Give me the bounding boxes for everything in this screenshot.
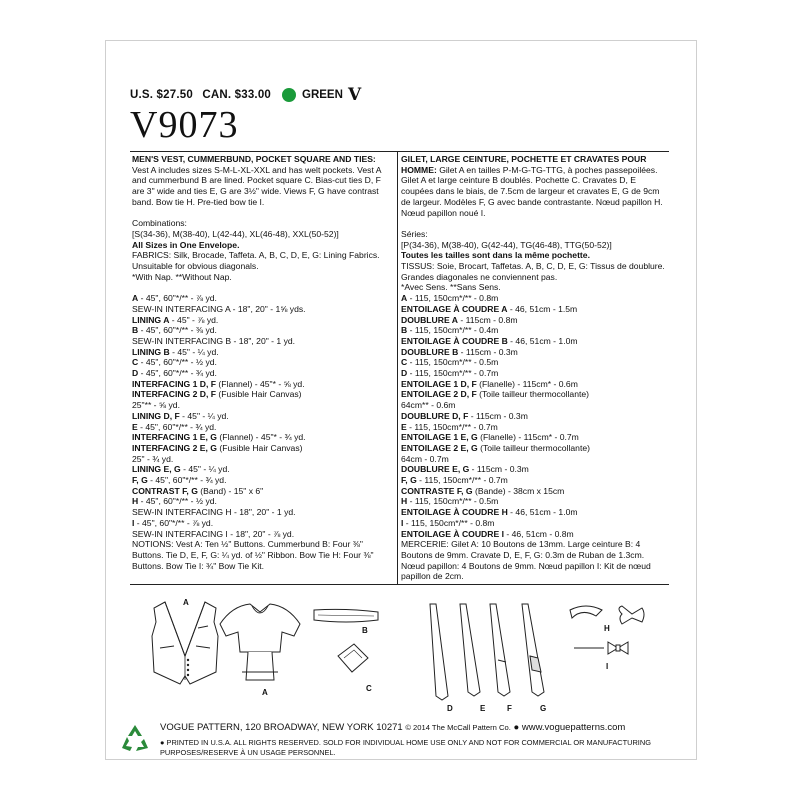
label-vest-front: A bbox=[183, 598, 189, 607]
en-yardage-line: INTERFACING 1 E, G (Flannel) - 45"* - ¾ yd. bbox=[132, 432, 306, 443]
en-yardage-line: SEW-IN INTERFACING H - 18", 20" - 1 yd. bbox=[132, 507, 296, 518]
color-dot-icon bbox=[282, 88, 296, 102]
en-yardage-line: LINING B - 45" - ¼ yd. bbox=[132, 346, 219, 357]
label-tie-e: E bbox=[480, 704, 486, 713]
fr-yardage-line: E - 115, 150cm*/** - 0.7m bbox=[401, 421, 498, 432]
price-can: CAN. $33.00 bbox=[202, 89, 272, 101]
fr-yardage-list bbox=[401, 293, 669, 539]
en-yardage-line: CONTRAST F, G (Band) - 15" x 6" bbox=[132, 485, 264, 496]
fr-yardage-line: DOUBLURE B - 115cm - 0.3m bbox=[401, 346, 518, 357]
bow-ties-illustration bbox=[566, 604, 648, 666]
fr-yardage-line: CONTRASTE F, G (Bande) - 38cm x 15cm bbox=[401, 485, 565, 496]
fr-intro-title: GILET, LARGE CEINTURE, POCHETTE ET CRAVATES POUR HOMME: bbox=[401, 154, 647, 175]
english-column bbox=[132, 154, 394, 571]
fr-nap-note: *Avec Sens. **Sans Sens. bbox=[401, 282, 501, 293]
en-yardage-line: SEW-IN INTERFACING A - 18", 20" - 1⅝ yds. bbox=[132, 303, 306, 314]
bottom-rule bbox=[130, 584, 669, 585]
en-yardage-list bbox=[132, 293, 394, 539]
fr-yardage-line: ENTOILAGE À COUDRE B - 46, 51cm - 1.0m bbox=[401, 335, 578, 346]
fr-yardage-line: ENTOILAGE À COUDRE A - 46, 51cm - 1.5m bbox=[401, 303, 578, 314]
price-line bbox=[130, 89, 277, 101]
fr-yardage-line: I - 115, 150cm*/** - 0.8m bbox=[401, 517, 495, 528]
en-notions: NOTIONS: Vest A: Ten ½" Buttons. Cummerbund B: Four ⅜" Buttons. Tie D, E, F, G: ¼ yd. of ½" Ribbon. Bow Tie H: Four ⅜" Buttons. Bow Tie I: ¾" Bow Tie Kit. bbox=[132, 539, 374, 571]
en-yardage-line: LINING E, G - 45" - ¼ yd. bbox=[132, 464, 230, 475]
fr-yardage-line: 64cm - 0.7m bbox=[401, 453, 449, 464]
fr-yardage-line: DOUBLURE E, G - 115cm - 0.3m bbox=[401, 464, 529, 475]
en-yardage-line: C - 45", 60"*/** - ½ yd. bbox=[132, 357, 217, 368]
fr-yardage-line: H - 115, 150cm*/** - 0.5m bbox=[401, 496, 499, 507]
fr-yardage-line: F, G - 115, 150cm*/** - 0.7m bbox=[401, 475, 508, 486]
price-us: U.S. $27.50 bbox=[130, 89, 193, 101]
en-yardage-line: LINING A - 45" - ⅞ yd. bbox=[132, 314, 219, 325]
footer-website[interactable]: ● www.voguepatterns.com bbox=[513, 722, 626, 733]
color-label: GREEN bbox=[302, 89, 343, 101]
en-combinations-label: Combinations: bbox=[132, 218, 187, 229]
en-nap-note: *With Nap. **Without Nap. bbox=[132, 271, 232, 282]
vest-back-illustration bbox=[212, 596, 308, 686]
fr-series-sizes: [P(34-36), M(38-40), G(42-44), TG(46-48), TTG(50-52)] bbox=[401, 239, 612, 250]
fr-diag-note: Grandes diagonales ne conviennent pas. bbox=[401, 271, 558, 282]
footer-address-line bbox=[160, 722, 625, 733]
label-cummerbund: B bbox=[362, 626, 368, 635]
fr-yardage-line: ENTOILAGE 1 D, F (Flanelle) - 115cm* - 0.6m bbox=[401, 378, 578, 389]
footer-company: VOGUE PATTERN, 120 BROADWAY, NEW YORK 10271 bbox=[160, 722, 403, 733]
label-vest-back: A bbox=[262, 688, 268, 697]
en-yardage-line: E - 45", 60"*/** - ¾ yd. bbox=[132, 421, 217, 432]
pattern-number: V9073 bbox=[130, 104, 239, 146]
fr-yardage-line: 64cm** - 0.6m bbox=[401, 400, 456, 411]
en-intro-body: Vest A includes sizes S-M-L-XL-XXL and has welt pockets. Vest A and cummerbund B are lined. Pocket square C. Bias-cut ties D, F are 3" wide and ties E, G are 3½" wide. Views F, G have contrast band. Bow tie H. Pre-tied bow tie I. bbox=[132, 164, 382, 207]
top-rule bbox=[130, 151, 669, 152]
en-yardage-line: F, G - 45", 60"*/** - ¾ yd. bbox=[132, 475, 227, 486]
label-pocket-square: C bbox=[366, 684, 372, 693]
en-yardage-line: 25"** - ⅝ yd. bbox=[132, 400, 180, 411]
column-divider bbox=[397, 151, 398, 584]
label-tie-g: G bbox=[540, 704, 547, 713]
recycle-icon bbox=[118, 722, 152, 756]
label-tie-d: D bbox=[447, 704, 453, 713]
en-yardage-line: 25" - ¾ yd. bbox=[132, 453, 174, 464]
fr-series-label: Séries: bbox=[401, 228, 428, 239]
footer-copyright: © 2014 The McCall Pattern Co. bbox=[405, 723, 511, 732]
en-yardage-line: INTERFACING 2 E, G (Fusible Hair Canvas) bbox=[132, 442, 303, 453]
en-yardage-line: INTERFACING 1 D, F (Flannel) - 45"* - ⅝ yd. bbox=[132, 378, 305, 389]
en-yardage-line: INTERFACING 2 D, F (Fusible Hair Canvas) bbox=[132, 389, 302, 400]
fr-yardage-line: C - 115, 150cm*/** - 0.5m bbox=[401, 357, 499, 368]
en-combinations-sizes: [S(34-36), M(38-40), L(42-44), XL(46-48), XXL(50-52)] bbox=[132, 228, 339, 239]
pocket-square-illustration bbox=[334, 640, 372, 676]
ties-illustration bbox=[424, 600, 554, 704]
label-tie-f: F bbox=[507, 704, 512, 713]
fr-yardage-line: A - 115, 150cm*/** - 0.8m bbox=[401, 293, 499, 304]
fr-all-sizes: Toutes les tailles sont dans la même pochette. bbox=[401, 250, 590, 261]
fr-yardage-line: ENTOILAGE À COUDRE I - 46, 51cm - 0.8m bbox=[401, 528, 574, 539]
en-all-sizes: All Sizes in One Envelope. bbox=[132, 239, 240, 250]
en-yardage-line: LINING D, F - 45" - ¼ yd. bbox=[132, 410, 229, 421]
cummerbund-illustration bbox=[312, 606, 380, 626]
en-fabrics: FABRICS: Silk, Brocade, Taffeta. A, B, C, D, E, G: Lining Fabrics. Unsuitable for obvious diagonals. bbox=[132, 250, 380, 272]
en-yardage-line: B - 45", 60"*/** - ⅜ yd. bbox=[132, 325, 217, 336]
fr-intro-body: Gilet A en tailles P-M-G-TG-TTG, à poches passepoilées. Gilet A et large ceinture B doublés. Pochette C. Cravates D, E coupées dans le biais, de 7.5cm de largeur et cravates E, G de 9cm de largeur. Modèles F, G avec bande contrastante. Nœud papillon H. Nœud papillon noué I. bbox=[401, 164, 663, 218]
footer-legal: ● PRINTED IN U.S.A. ALL RIGHTS RESERVED. SOLD FOR INDIVIDUAL HOME USE ONLY AND NOT FOR COMMERCIAL OR MANUFACTURING PURPOSES/RESERVE À UN USAGE PERSONNEL. bbox=[160, 738, 651, 757]
en-intro-title: MEN'S VEST, CUMMERBUND, POCKET SQUARE AND TIES: bbox=[132, 154, 376, 164]
en-yardage-line: D - 45", 60"*/** - ¾ yd. bbox=[132, 368, 217, 379]
en-yardage-line: SEW-IN INTERFACING I - 18", 20" - ⅞ yd. bbox=[132, 528, 295, 539]
fr-fabrics: TISSUS: Soie, Brocart, Taffetas. A, B, C, D, E, G: Tissus de doublure. bbox=[401, 261, 665, 272]
fr-yardage-line: ENTOILAGE À COUDRE H - 46, 51cm - 1.0m bbox=[401, 507, 578, 518]
en-yardage-line: I - 45", 60"*/** - ⅞ yd. bbox=[132, 517, 214, 528]
fr-yardage-line: B - 115, 150cm*/** - 0.4m bbox=[401, 325, 499, 336]
en-yardage-line: H - 45", 60"*/** - ½ yd. bbox=[132, 496, 217, 507]
fr-yardage-line: ENTOILAGE 1 E, G (Flanelle) - 115cm* - 0.7m bbox=[401, 432, 579, 443]
label-bow-h: H bbox=[604, 624, 610, 633]
fr-notions: MERCERIE: Gilet A: 10 Boutons de 13mm. Large ceinture B: 4 Boutons de 9mm. Cravate D, E, F, G: 0.3m de Ruban de 1.3cm. Nœud papillon: 4 Boutons de 9mm. Nœud papillon I: Kit de nœud papillon de 2cm. bbox=[401, 539, 651, 582]
fr-yardage-line: ENTOILAGE 2 D, F (Toile tailleur thermocollante) bbox=[401, 389, 590, 400]
label-bow-i: I bbox=[606, 662, 609, 671]
vogue-v-logo: V bbox=[348, 85, 362, 105]
fr-yardage-line: DOUBLURE D, F - 115cm - 0.3m bbox=[401, 410, 528, 421]
french-column bbox=[401, 154, 669, 582]
en-yardage-line: SEW-IN INTERFACING B - 18", 20" - 1 yd. bbox=[132, 335, 296, 346]
fr-yardage-line: ENTOILAGE 2 E, G (Toile tailleur thermocollante) bbox=[401, 442, 590, 453]
fr-yardage-line: DOUBLURE A - 115cm - 0.8m bbox=[401, 314, 518, 325]
en-yardage-line: A - 45", 60"*/** - ⅞ yd. bbox=[132, 293, 217, 304]
fr-yardage-line: D - 115, 150cm*/** - 0.7m bbox=[401, 368, 499, 379]
